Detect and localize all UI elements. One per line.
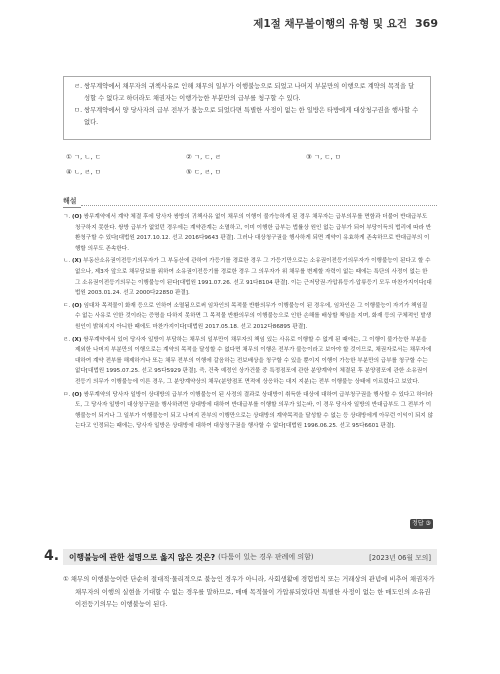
statement-mark: ㄹ. (74, 83, 83, 90)
statement-mark: ㅁ. (74, 107, 83, 114)
paragraph-mark: ㄴ. (63, 258, 71, 265)
question-stem (63, 549, 437, 565)
chapter-title: 제1절 채무불이행의 유형 및 요건 (253, 17, 408, 30)
paragraph-mark: ㅁ. (63, 391, 71, 398)
verdict: (O) (71, 302, 82, 309)
question-source: [2023년 06월 모의] (369, 554, 431, 562)
solution-paragraph (63, 212, 433, 254)
question-statement-box (63, 76, 431, 140)
solution-body (63, 212, 433, 434)
page-header (0, 0, 500, 46)
solution-header (63, 196, 437, 208)
paragraph-text: 쌍무계약의 당사자 일방이 상대방의 급부가 이행불능이 된 사정의 결과로 상대방이 취득한 대상에 대하여 급부청구권을 행사할 수 있다고 하더라도, 그 당사자 일방이 대상청구권을 행사하려면 상대방에 대하여 반대급부를 이행할 의무가 있는바, 이 경우 당사자 일방의 반대급부도 그 전부가 이행불능이 되거나 그 일부가 이행불능이 되고 나머지 잔부의 이행만으로는 상대방의 계약목적을 달성할 수 없는 등 상대방에게 아무런 이익이 되지 않는다고 인정되는 때에는, 당사자 일방은 상대방에 대하여 대상청구권을 행사할 수 없다[대법원 1996.06.25. 선고 95다6601 판결]. (75, 391, 433, 430)
paragraph-text: 임대차 목적물이 화재 등으로 인하여 소멸됨으로써 임차인의 목적물 반환의무가 이행불능이 된 경우에, 임차인은 그 이행불능이 자기가 책임질 수 없는 사유로 인한 것이라는 증명을 다하지 못하면 그 목적물 반환의무의 이행불능으로 인한 손해를 배상할 책임을 지며, 화재 등의 구체적인 발생 원인이 밝혀지지 아니한 때에도 마찬가지이다[대법원 2017.05.18. 선고 2012다86895 판결]. (75, 302, 432, 330)
paragraph-text: 쌍무계약에서 계약 체결 후에 당사자 쌍방의 귀책사유 없이 채무의 이행이 불가능하게 된 경우 채무자는 급부의무를 면함과 더불어 반대급부도 청구하지 못한다. 쌍방 급부가 없었던 경우에는 계약관계는 소멸하고, 이미 이행한 급부는 법률상 원인 없는 급부가 되어 부당이득의 법리에 따라 반환청구할 수 있다[대법원 2017.10.12. 선고 2016다9643 판결]. 그러나 대상청구권을 행사하게 되면 계약이 유효하게 존속하므로 반대급부의 이행할 의무도 존속한다. (75, 214, 432, 252)
paragraph-mark: ㄷ. (63, 302, 71, 309)
question-option: ① 채무의 이행불능이란 단순히 절대적·물리적으로 불능인 경우가 아니라, 사회생활에 경험법칙 또는 거래상의 관념에 비추어 채권자가 채무자의 이행의 실현을 기대할 수 없는 경우를 말하므로, 매매 목적물이 가압류되었다면 특별한 사정이 없는 한 매도인의 소유권이전등기의무는 이행불능이 된다. (63, 575, 435, 608)
solution-paragraph (63, 335, 433, 388)
solution-paragraph (63, 256, 433, 298)
paragraph-text: 쌍무계약에서 있어 당사자 일방이 부담하는 채무의 일부만이 채무자의 책임 있는 사유로 이행할 수 없게 된 때에는, 그 이행이 불가능한 부분을 제외한 나머지 부분만의 이행으로는 계약의 목적을 달성할 수 없다면 채무의 이행은 전부가 불능이라고 보아야 할 것이므로, 채권자로서는 채무자에 대하여 계약 전부를 해제하거나 또는 채무 전부의 이행에 갈음하는 전보배상을 청구할 수 있을 뿐이지 이행이 가능한 부분만의 급부를 청구할 수는 없다[대법원 1995.07.25. 선고 95다5929 판결]. 즉, 건축 예정인 상가건물 중 특정점포에 관한 분양계약이 체결된 후 분양점포에 관한 소유권이전등기 의무가 이행불능에 이른 경우, 그 분양계약상의 채무(분양점포 면적에 상응하는 대지 지분)는 전부 이행불능 상태에 이르렀다고 보았다. (75, 336, 432, 385)
solution-paragraph (63, 390, 433, 432)
verdict: (O) (71, 214, 82, 220)
choice-4: ④ ㄴ, ㄹ, ㅁ (66, 168, 101, 176)
paragraph-text: 부동산소유권이전등기의무자가 그 부동산에 관하여 가등기를 경료한 경우 그 가등기만으로는 소유권이전등기의무자가 이행불능이 된다고 할 수 없으나, 제3자 앞으로 채무담보를 위하여 소유권이전등기를 경료한 경우 그 의무자가 위 채무를 변제할 자력이 없는 때에는 특단의 사정이 없는 한 그 소유권이전등기의무는 이행불능이 된다[대법원 1991.07.26. 선고 91다8104 판결]. 이는 근저당권·가압류등기·압류등기 모두 마찬가지이다[대법원 2003.01.24. 선고 2000다22850 판결]. (75, 258, 432, 297)
question-text: 이행불능에 관한 설명으로 옳지 않은 것은? (69, 552, 216, 562)
statement-text: 쌍무계약에서 채무자의 귀책사유로 인해 채무의 일부가 이행불능으로 되었고 나머지 부분만의 이행으로 계약의 목적을 달성할 수 없다고 하더라도 채권자는 이행가능한 부분만의 급부를 청구할 수 있다. (84, 83, 415, 102)
paragraph-mark: ㄱ. (63, 214, 71, 220)
statement-text: 쌍무계약에서 양 당사자의 급부 전부가 불능으로 되었다면 특별한 사정이 없는 한 일방은 타방에게 대상청구권을 행사할 수 없다. (84, 107, 419, 126)
verdict: (O) (71, 391, 82, 398)
verdict: (X) (71, 258, 82, 265)
question-number: 4. (44, 548, 60, 564)
solution-label: 해설 (63, 196, 81, 208)
choice-2: ② ㄱ, ㄷ, ㄹ (186, 153, 221, 161)
statement-item (74, 105, 420, 129)
choice-1: ① ㄱ, ㄴ, ㄷ (66, 153, 101, 161)
answer-badge: 정답 ③ (410, 519, 433, 529)
choice-5: ⑤ ㄷ, ㄹ, ㅁ (186, 168, 221, 176)
verdict: (X) (71, 336, 82, 343)
divider (81, 205, 437, 206)
paragraph-mark: ㄹ. (63, 336, 71, 343)
solution-paragraph (63, 301, 433, 333)
question-note: (다툼이 있는 경우 판례에 의함) (218, 553, 314, 561)
statement-item (74, 81, 420, 105)
choice-3: ③ ㄱ, ㄷ, ㅁ (306, 153, 341, 161)
page-number: 369 (415, 16, 438, 30)
answer-choices (66, 152, 446, 176)
